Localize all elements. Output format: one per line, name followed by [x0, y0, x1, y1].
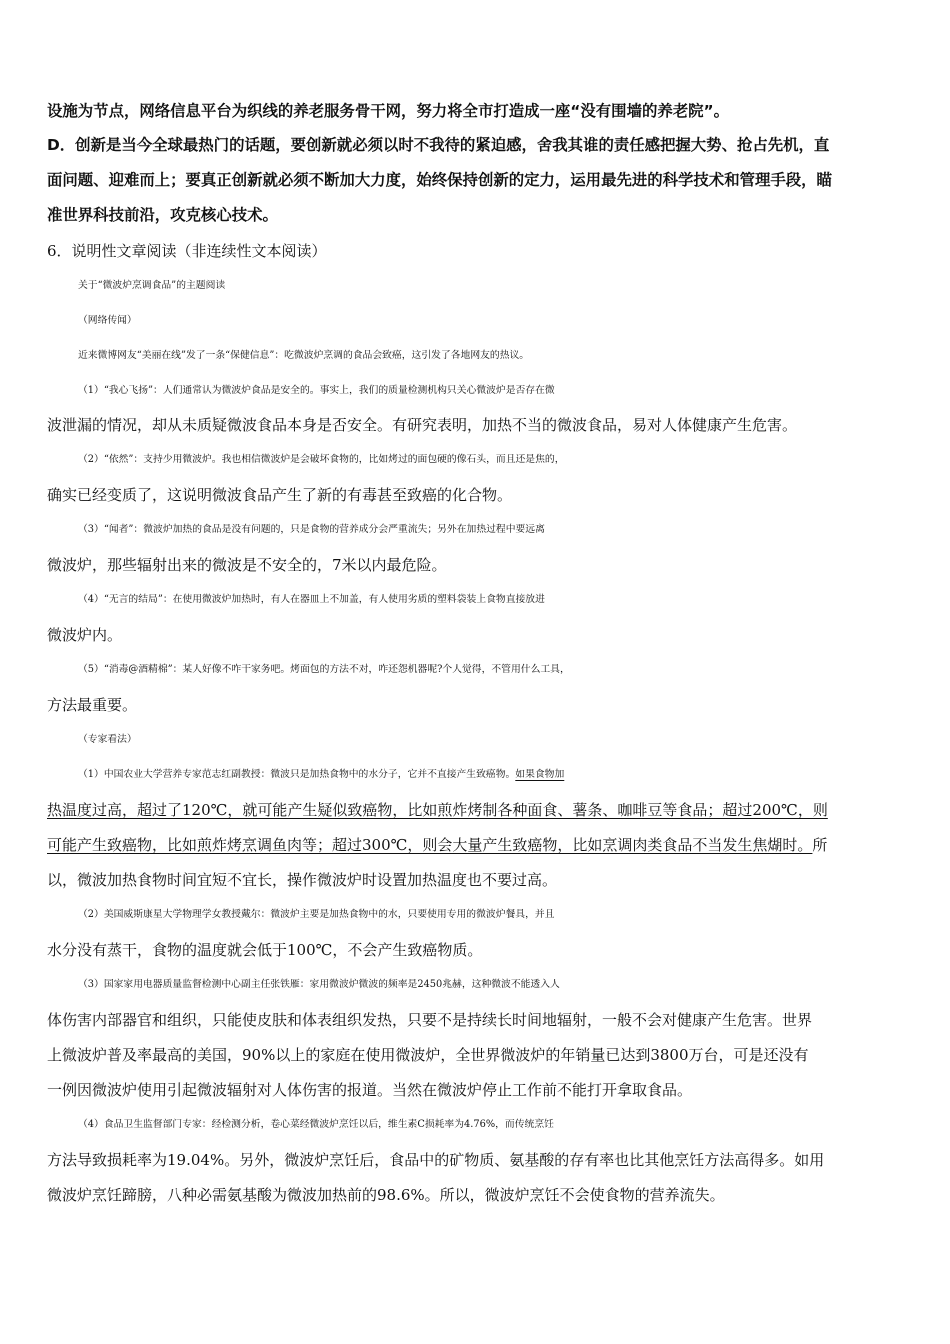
- expert-1-underlined-start: 如果食物加: [515, 769, 565, 780]
- rumor-4-line-2: 微波炉内。: [47, 626, 123, 644]
- expert-4-line-1: （4）食品卫生监督部门专家：经检测分析，卷心菜经微波炉烹饪以后，维生素C损耗率为4.76%，而传统烹饪: [78, 1119, 554, 1130]
- rumor-2-line-2: 确实已经变质了，这说明微波食品产生了新的有毒甚至致癌的化合物。: [47, 486, 513, 504]
- expert-3-line-2: 体伤害内部器官和组织，只能使皮肤和体表组织发热，只要不是持续长时间地辐射，一般不会对健康产生危害。世界: [47, 1011, 813, 1029]
- rumor-1-line-1: （1）“我心飞扬”：人们通常认为微波炉食品是安全的。事实上，我们的质量检测机构只关心微波炉是否存在微: [78, 385, 555, 396]
- option-c-tail: 设施为节点，网络信息平台为织线的养老服务骨干网，努力将全市打造成一座“没有围墙的养老院”。: [47, 102, 730, 120]
- expert-3-line-3: 上微波炉普及率最高的美国，90%以上的家庭在使用微波炉，全世界微波炉的年销量已达到3800万台，可是还没有: [47, 1046, 809, 1064]
- rumor-3-line-2: 微波炉，那些辐射出来的微波是不安全的，7米以内最危险。: [47, 556, 447, 574]
- option-d-line-3: 准世界科技前沿，攻克核心技术。: [47, 206, 278, 224]
- expert-1-line-3: [47, 835, 907, 855]
- question-6-heading: 6．说明性文章阅读（非连续性文本阅读）: [47, 242, 327, 260]
- rumor-4-line-1: （4）“无言的结局”：在使用微波炉加热时，有人在器皿上不加盖，有人使用劣质的塑料袋装上食物直接放进: [78, 594, 545, 605]
- expert-1-intro: （1）中国农业大学营养专家范志红副教授：微波只是加热食物中的水分子，它并不直接产生致癌物。: [78, 769, 516, 780]
- rumor-1-line-2: 波泄漏的情况，却从未质疑微波食品本身是否安全。有研究表明，加热不当的微波食品，易对人体健康产生危害。: [47, 416, 798, 434]
- rumor-3-line-1: （3）“闻者”：微波炉加热的食品是没有问题的，只是食物的营养成分会严重流失；另外在加热过程中要远离: [78, 524, 545, 535]
- rumor-5-line-2: 方法最重要。: [47, 696, 138, 714]
- expert-3-line-4: 一例因微波炉使用引起微波辐射对人体伤害的报道。当然在微波炉停止工作前不能打开拿取食品。: [47, 1081, 693, 1099]
- expert-1-line-3-tail: 所: [812, 836, 828, 854]
- expert-1-line-2: 热温度过高，超过了120℃，就可能产生疑似致癌物，比如煎炸烤制各种面食、薯条、咖啡豆等食品；超过200℃，则: [47, 801, 828, 819]
- section-experts-heading: （专家看法）: [78, 734, 137, 745]
- expert-1-line-4: 以，微波加热食物时间宜短不宜长，操作微波炉时设置加热温度也不要过高。: [47, 871, 558, 889]
- reading-title: 关于“微波炉烹调食品”的主题阅读: [78, 280, 226, 291]
- expert-1-line-1: [78, 765, 938, 785]
- expert-4-line-3: 微波炉烹饪蹄膀，八种必需氨基酸为微波加热前的98.6%。所以，微波炉烹饪不会使食物的营养流失。: [47, 1186, 725, 1204]
- expert-2-line-1: （2）美国威斯康星大学物理学女教授戴尔：微波炉主要是加热食物中的水，只要使用专用的微波炉餐具，并且: [78, 909, 555, 920]
- option-d-line-2: 面问题、迎难而上；要真正创新就必须不断加大力度，始终保持创新的定力，运用最先进的科学技术和管理手段，瞄: [47, 171, 832, 189]
- option-d-line-1: D．创新是当今全球最热门的话题，要创新就必须以时不我待的紧迫感，舍我其谁的责任感把握大势、抢占先机，直: [47, 136, 830, 154]
- rumor-2-line-1: （2）“依然”：支持少用微波炉。我也相信微波炉是会破坏食物的，比如烤过的面包硬的像石头，而且还是焦的，: [78, 454, 565, 465]
- section-rumors-heading: （网络传闻）: [78, 315, 137, 326]
- intro-paragraph: 近来微博网友“美丽在线”发了一条“保健信息”：吃微波炉烹调的食品会致癌，这引发了各地网友的热议。: [78, 350, 530, 361]
- rumor-5-line-1: （5）“消毒@酒精棉”：某人好像不咋干家务吧。烤面包的方法不对，咋还怨机器呢?个人觉得，不管用什么工具，: [78, 664, 570, 675]
- expert-2-line-2: 水分没有蒸干，食物的温度就会低于100℃，不会产生致癌物质。: [47, 941, 483, 959]
- expert-3-line-1: （3）国家家用电器质量监督检测中心副主任张铁雁：家用微波炉微波的频率是2450兆赫，这种微波不能透入人: [78, 979, 560, 990]
- expert-4-line-2: 方法导致损耗率为19.04%。另外，微波炉烹饪后，食品中的矿物质、氨基酸的存有率也比其他烹饪方法高得多。如用: [47, 1151, 825, 1169]
- expert-1-underlined-end: 可能产生致癌物，比如煎炸烤烹调鱼肉等；超过300℃，则会大量产生致癌物，比如烹调肉类食品不当发生焦煳时。: [47, 836, 813, 854]
